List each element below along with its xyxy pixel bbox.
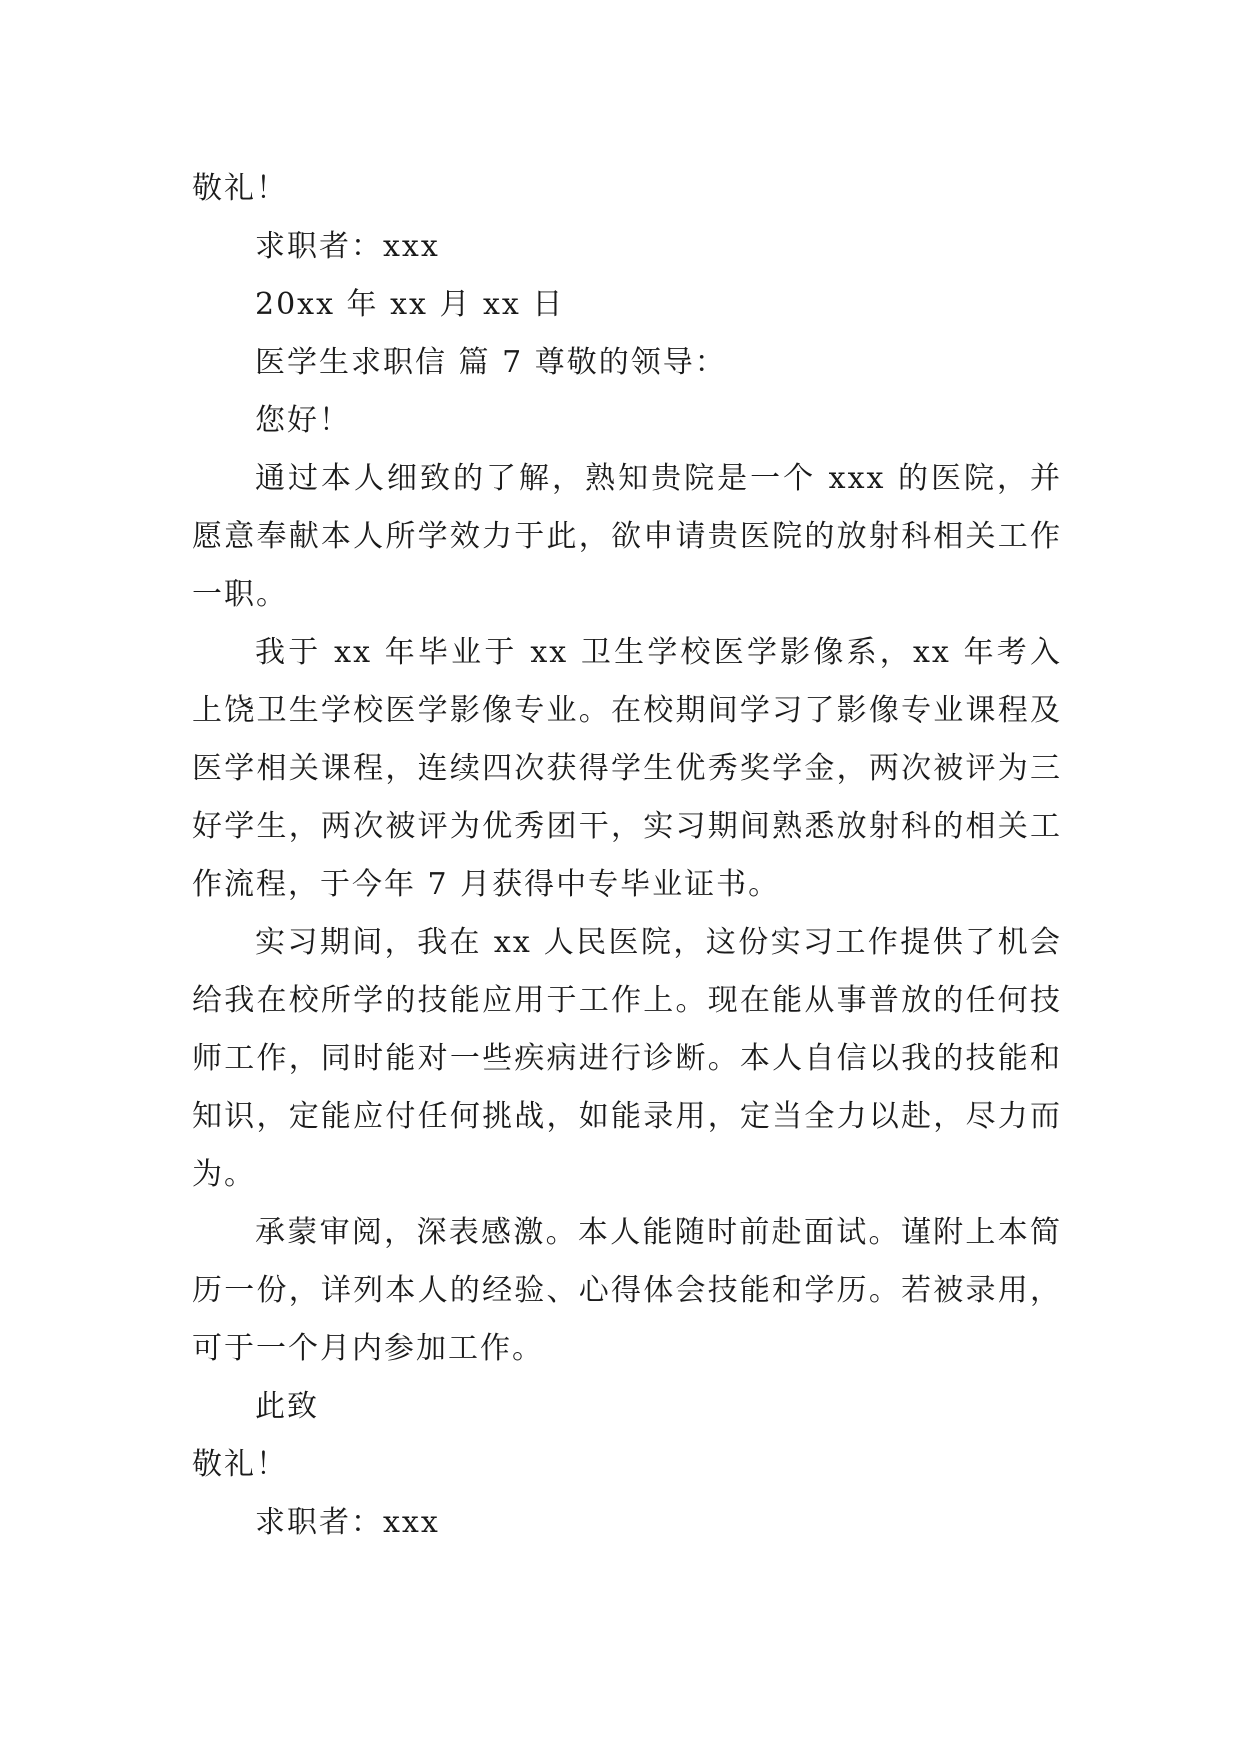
- greeting-line: 您好！: [255, 403, 351, 438]
- date-line: 20xx 年 xx 月 xx 日: [255, 287, 565, 322]
- letter-heading: 医学生求职信 篇 7 尊敬的领导：: [255, 345, 727, 380]
- paragraph-closing: 承蒙审阅，深表感激。本人能随时前赴面试。谨附上本简历一份，详列本人的经验、心得体会技能和学历。若被录用，可于一个月内参加工作。: [192, 1215, 1062, 1366]
- salutation-end: 此致: [255, 1389, 319, 1424]
- signer-line: 求职者：xxx: [255, 229, 440, 264]
- closing-salute: 敬礼！: [192, 171, 288, 206]
- closing-salute-bottom: 敬礼！: [192, 1447, 288, 1482]
- letter-body: [192, 160, 1062, 1552]
- signer-line-bottom: 求职者：xxx: [255, 1505, 440, 1540]
- paragraph-internship: 实习期间，我在 xx 人民医院，这份实习工作提供了机会给我在校所学的技能应用于工作上。现在能从事普放的任何技师工作，同时能对一些疾病进行诊断。本人自信以我的技能和知识，定能应付任何挑战，如能录用，定当全力以赴，尽力而为。: [192, 925, 1062, 1192]
- paragraph-education: 我于 xx 年毕业于 xx 卫生学校医学影像系，xx 年考入上饶卫生学校医学影像专业。在校期间学习了影像专业课程及医学相关课程，连续四次获得学生优秀奖学金，两次被评为三好学生，两次被评为优秀团干，实习期间熟悉放射科的相关工作流程，于今年 7 月获得中专毕业证书。: [192, 635, 1062, 902]
- paragraph-intro: 通过本人细致的了解，熟知贵院是一个 xxx 的医院，并愿意奉献本人所学效力于此，欲申请贵医院的放射科相关工作一职。: [192, 461, 1062, 612]
